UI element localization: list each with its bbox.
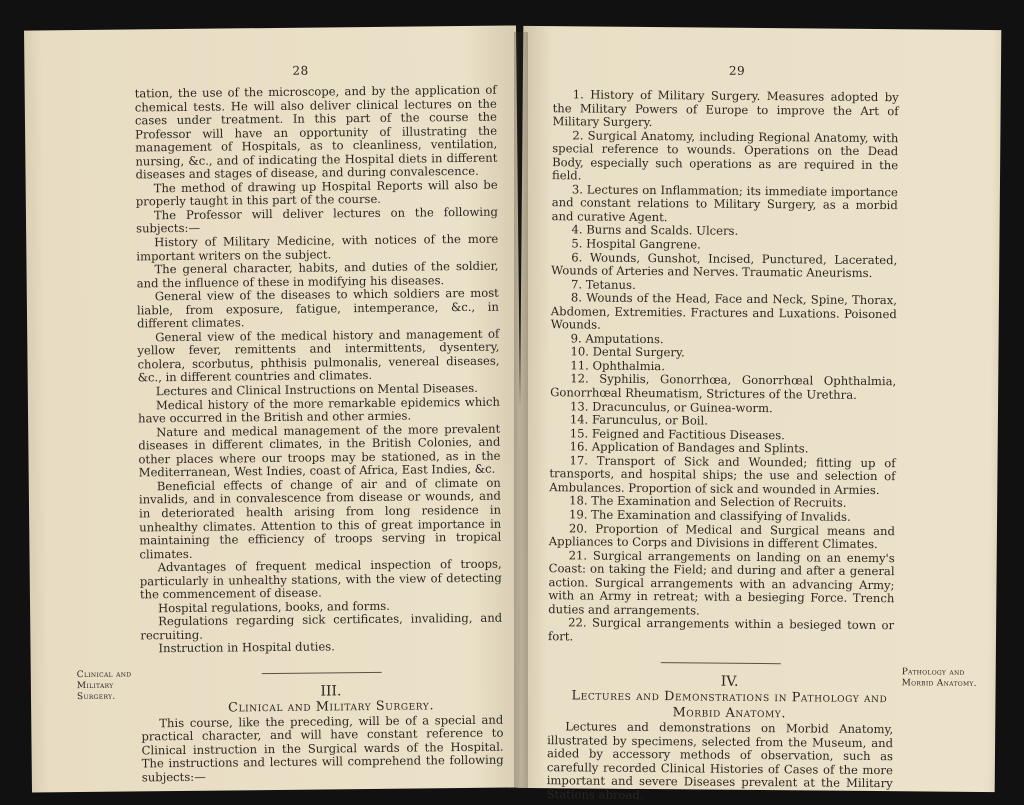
list-item: 16. Application of Bandages and Splints. — [569, 439, 809, 456]
paragraph: General view of the medical history and management of yellow fever, remittents and intermittents, dysentery, cholera, scorbutus, phthisis pulmonalis, venereal diseases, &c., in different countries and climates. — [137, 326, 500, 385]
paragraph: Advantages of frequent medical inspection of troops, particularly in unhealthy stations, with the view of detecting the commencement of disease. — [139, 556, 502, 602]
list-item: 11. Ophthalmia. — [570, 358, 665, 374]
list-item: 4. Burns and Scalds. Ulcers. — [571, 222, 739, 239]
paragraph: The general character, habits, and duties of the soldier, and the influence of these in modifying his diseases. — [136, 258, 499, 291]
list-item: 6. Wounds, Gunshot, Incised, Punctured, Lacerated, Wounds of Arteries and Nerves. Traumatic Aneurisms. — [551, 249, 898, 281]
list-item: 3. Lectures on Inflammation; its immediate importance and constant relations to Military Surgery, as a morbid and curative Agent. — [551, 182, 898, 225]
paragraph: Nature and medical management of the more prevalent diseases in different climates, in the British Colonies, and other places where our troops may be stationed, as in the Mediterranean, West Indies, coast of Africa, East Indies, &c. — [138, 421, 501, 480]
list-item: 20. Proportion of Medical and Surgical means and Appliances to Corps and Divisions in different Climates. — [548, 520, 896, 552]
list-item: 22. Surgical arrangements within a besieged town or fort. — [547, 615, 895, 644]
list-item: 7. Tetanus. — [571, 277, 636, 292]
list-item: 10. Dental Surgery. — [570, 344, 685, 360]
paragraph: Medical history of the more remarkable epidemics which have occurred in the British and other armies. — [138, 394, 501, 426]
paragraph: Lectures and Clinical Instructions on Mental Diseases. — [155, 380, 478, 399]
paragraph: History of Military Medicine, with notices of the more important writers on the subject. — [136, 231, 499, 263]
open-book — [28, 28, 998, 802]
list-item: 12. Syphilis, Gonorrhœa, Gonorrhœal Ophthalmia, Gonorrhœal Rheumatism, Strictures of the Urethra. — [550, 371, 897, 402]
list-item: 14. Farunculus, or Boil. — [569, 412, 709, 428]
paragraph: General view of the diseases to which soldiers are most liable, from exposure, fatigue, intemperance, &c., in different climates. — [136, 285, 500, 331]
list-item: 5. Hospital Gangrene. — [571, 236, 701, 252]
list-item: 21. Surgical arrangements on landing on an enemy's Coast: on taking the Field; and during and after a general action. Surgical arrangements with an advancing Army; with an Army in retreat; with a besieging Force. Trench duties and arrangements. — [548, 547, 895, 618]
right-page-text — [547, 88, 899, 804]
paragraph: Lectures and demonstrations on Morbid Anatomy, illustrated by specimens, selected from the Museum, and aided by accessory methods of observation, such as carefully recorded Clinical Histories of Cases of the more important and severe Diseases prevalent at the Military Stations abroad. — [546, 719, 894, 802]
margin-note: Clinical and Military Surgery. — [76, 669, 132, 703]
list-item: 1. History of Military Surgery. Measures adopted by the Military Powers of Europe to improve the Art of Military Surgery. — [552, 87, 899, 130]
paragraph: This course, like the preceding, will be of a special and practical character, and will have constant reference to Clinical instruction in the Surgical wards of the Hospital. The instructions and lectures will comprehend the following subjects:— — [141, 712, 504, 785]
list-item: 15. Feigned and Factitious Diseases. — [569, 426, 785, 442]
paragraph: Beneficial effects of change of air and of climate on invalids, and in convalescence from disease or wounds, and in deteriorated health arising from long residence in unhealthy climates. Attention to this of great importance in maintaining the efficiency of troops serving in tropical climates. — [138, 475, 502, 562]
list-item: 13. Dracunculus, or Guinea-worm. — [569, 398, 773, 415]
paragraph: tation, the use of the microscope, and by the application of chemical tests. He will also deliver clinical lectures on the cases under treatment. In this part of the course the Professor will have an opportunity of illustrating the management of Hospitals, as to cleanliness, ventilation, nursing, &c., and of indicating the Hospital diets in different diseases and stages of disease, and during convalescence. — [134, 82, 498, 182]
section-heading-line1: Lectures and Demonstrations in Pathology and — [571, 688, 888, 707]
list-item: 17. Transport of Sick and Wounded; fitting up of transports, and hospital ships; the use and selection of Ambulances. Proportion of sick and wounded in Armies. — [549, 453, 896, 497]
section-divider — [661, 663, 781, 665]
right-page — [517, 26, 1002, 802]
page-number-left: 28 — [292, 63, 309, 78]
left-page — [24, 25, 524, 792]
page-number-right: 29 — [728, 63, 746, 78]
paragraph: Instruction in Hospital duties. — [158, 639, 335, 656]
section-divider — [262, 672, 382, 674]
book-gutter — [514, 32, 528, 788]
section-heading: Clinical and Military Surgery. — [228, 697, 435, 716]
paragraph: Hospital regulations, books, and forms. — [158, 598, 390, 616]
paragraph: Regulations regarding sick certificates, invaliding, and recruiting. — [140, 610, 503, 643]
paragraph: The Professor will deliver lectures on the following subjects:— — [136, 204, 499, 236]
list-item: 9. Amputations. — [570, 331, 664, 347]
list-item: 18. The Examination and Selection of Recruits. — [569, 493, 847, 511]
list-item: 2. Surgical Anatomy, including Regional Anatomy, with special reference to wounds. Operations on the Dead Body, especially such operations as are required in the field. — [551, 128, 899, 183]
paragraph: The method of drawing up Hospital Reports will also be properly taught in this part of the course. — [135, 177, 498, 209]
section-number: IV. — [720, 674, 739, 691]
section-heading-line2: Morbid Anatomy. — [672, 705, 787, 722]
margin-note: Pathology and Morbid Anatomy. — [901, 667, 977, 689]
left-page-text — [135, 84, 504, 785]
section-number: III. — [320, 683, 342, 700]
list-item: 19. The Examination and classifying of Invalids. — [569, 507, 851, 524]
list-item: 8. Wounds of the Head, Face and Neck, Spine, Thorax, Abdomen, Extremities. Fractures and Luxations. Poisoned Wounds. — [550, 290, 898, 332]
